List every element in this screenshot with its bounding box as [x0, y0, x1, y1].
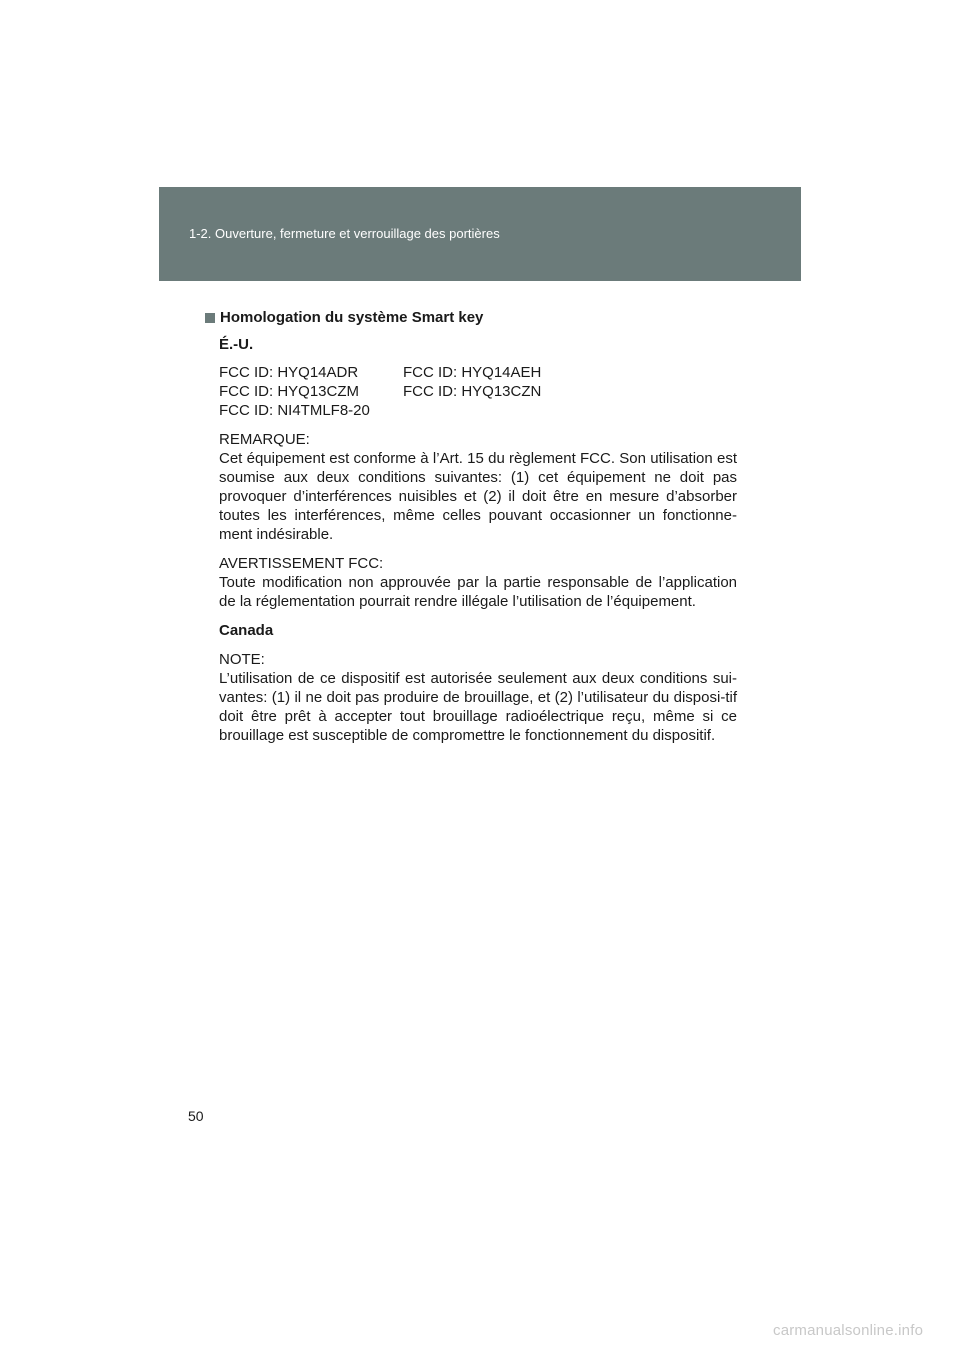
- us-label: É.-U.: [219, 336, 254, 353]
- canada-label: Canada: [219, 622, 274, 639]
- square-bullet-icon: [205, 313, 215, 323]
- note-label: NOTE:: [219, 651, 265, 668]
- page-number: 50: [188, 1108, 204, 1124]
- watermark-text: carmanualsonline.info: [773, 1322, 924, 1339]
- section-heading: [205, 308, 737, 327]
- note-text: L’utilisation de ce dispositif est autorisée seulement aux deux conditions sui-vantes: (1) il ne doit pas produire de brouillage, et (2) l’utilisateur du disposi-tif doit être prêt à accepter tout brouillage radioélectrique reçu, même si ce brouillage est susceptible de compromettre le fonctionnement du dispositif.: [219, 670, 737, 744]
- remarque-text: Cet équipement est conforme à l’Art. 15 du règlement FCC. Son utilisation est soumise aux deux conditions suivantes: (1) cet équipement ne doit pas provoquer d’interférences nuisibles et (2) il doit être en mesure d’absorber toutes les interférences, même celles pouvant occasionner un fonctionne-ment indésirable.: [219, 450, 737, 543]
- page-content: [205, 308, 737, 745]
- avertissement-label: AVERTISSEMENT FCC:: [219, 555, 384, 572]
- fcc-id-item: FCC ID: HYQ13CZN: [403, 383, 542, 400]
- section-heading-text: Homologation du système Smart key: [220, 309, 484, 326]
- remarque-label: REMARQUE:: [219, 431, 310, 448]
- avertissement-text: Toute modification non approuvée par la partie responsable de l’application de la réglementation pourrait rendre illégale l’utilisation de l’équipement.: [219, 574, 737, 610]
- fcc-id-item: FCC ID: NI4TMLF8-20: [219, 402, 370, 419]
- chapter-header-band: [159, 187, 801, 281]
- fcc-id-item: FCC ID: HYQ13CZM: [219, 383, 360, 400]
- fcc-id-item: FCC ID: HYQ14ADR: [219, 364, 359, 381]
- fcc-id-item: FCC ID: HYQ14AEH: [403, 364, 542, 381]
- fcc-id-list: [219, 363, 737, 420]
- chapter-title: 1-2. Ouverture, fermeture et verrouillage des portières: [189, 226, 500, 241]
- avertissement-paragraph: [219, 554, 737, 611]
- note-paragraph: [219, 650, 737, 745]
- section-body: [219, 335, 737, 745]
- remarque-paragraph: [219, 430, 737, 544]
